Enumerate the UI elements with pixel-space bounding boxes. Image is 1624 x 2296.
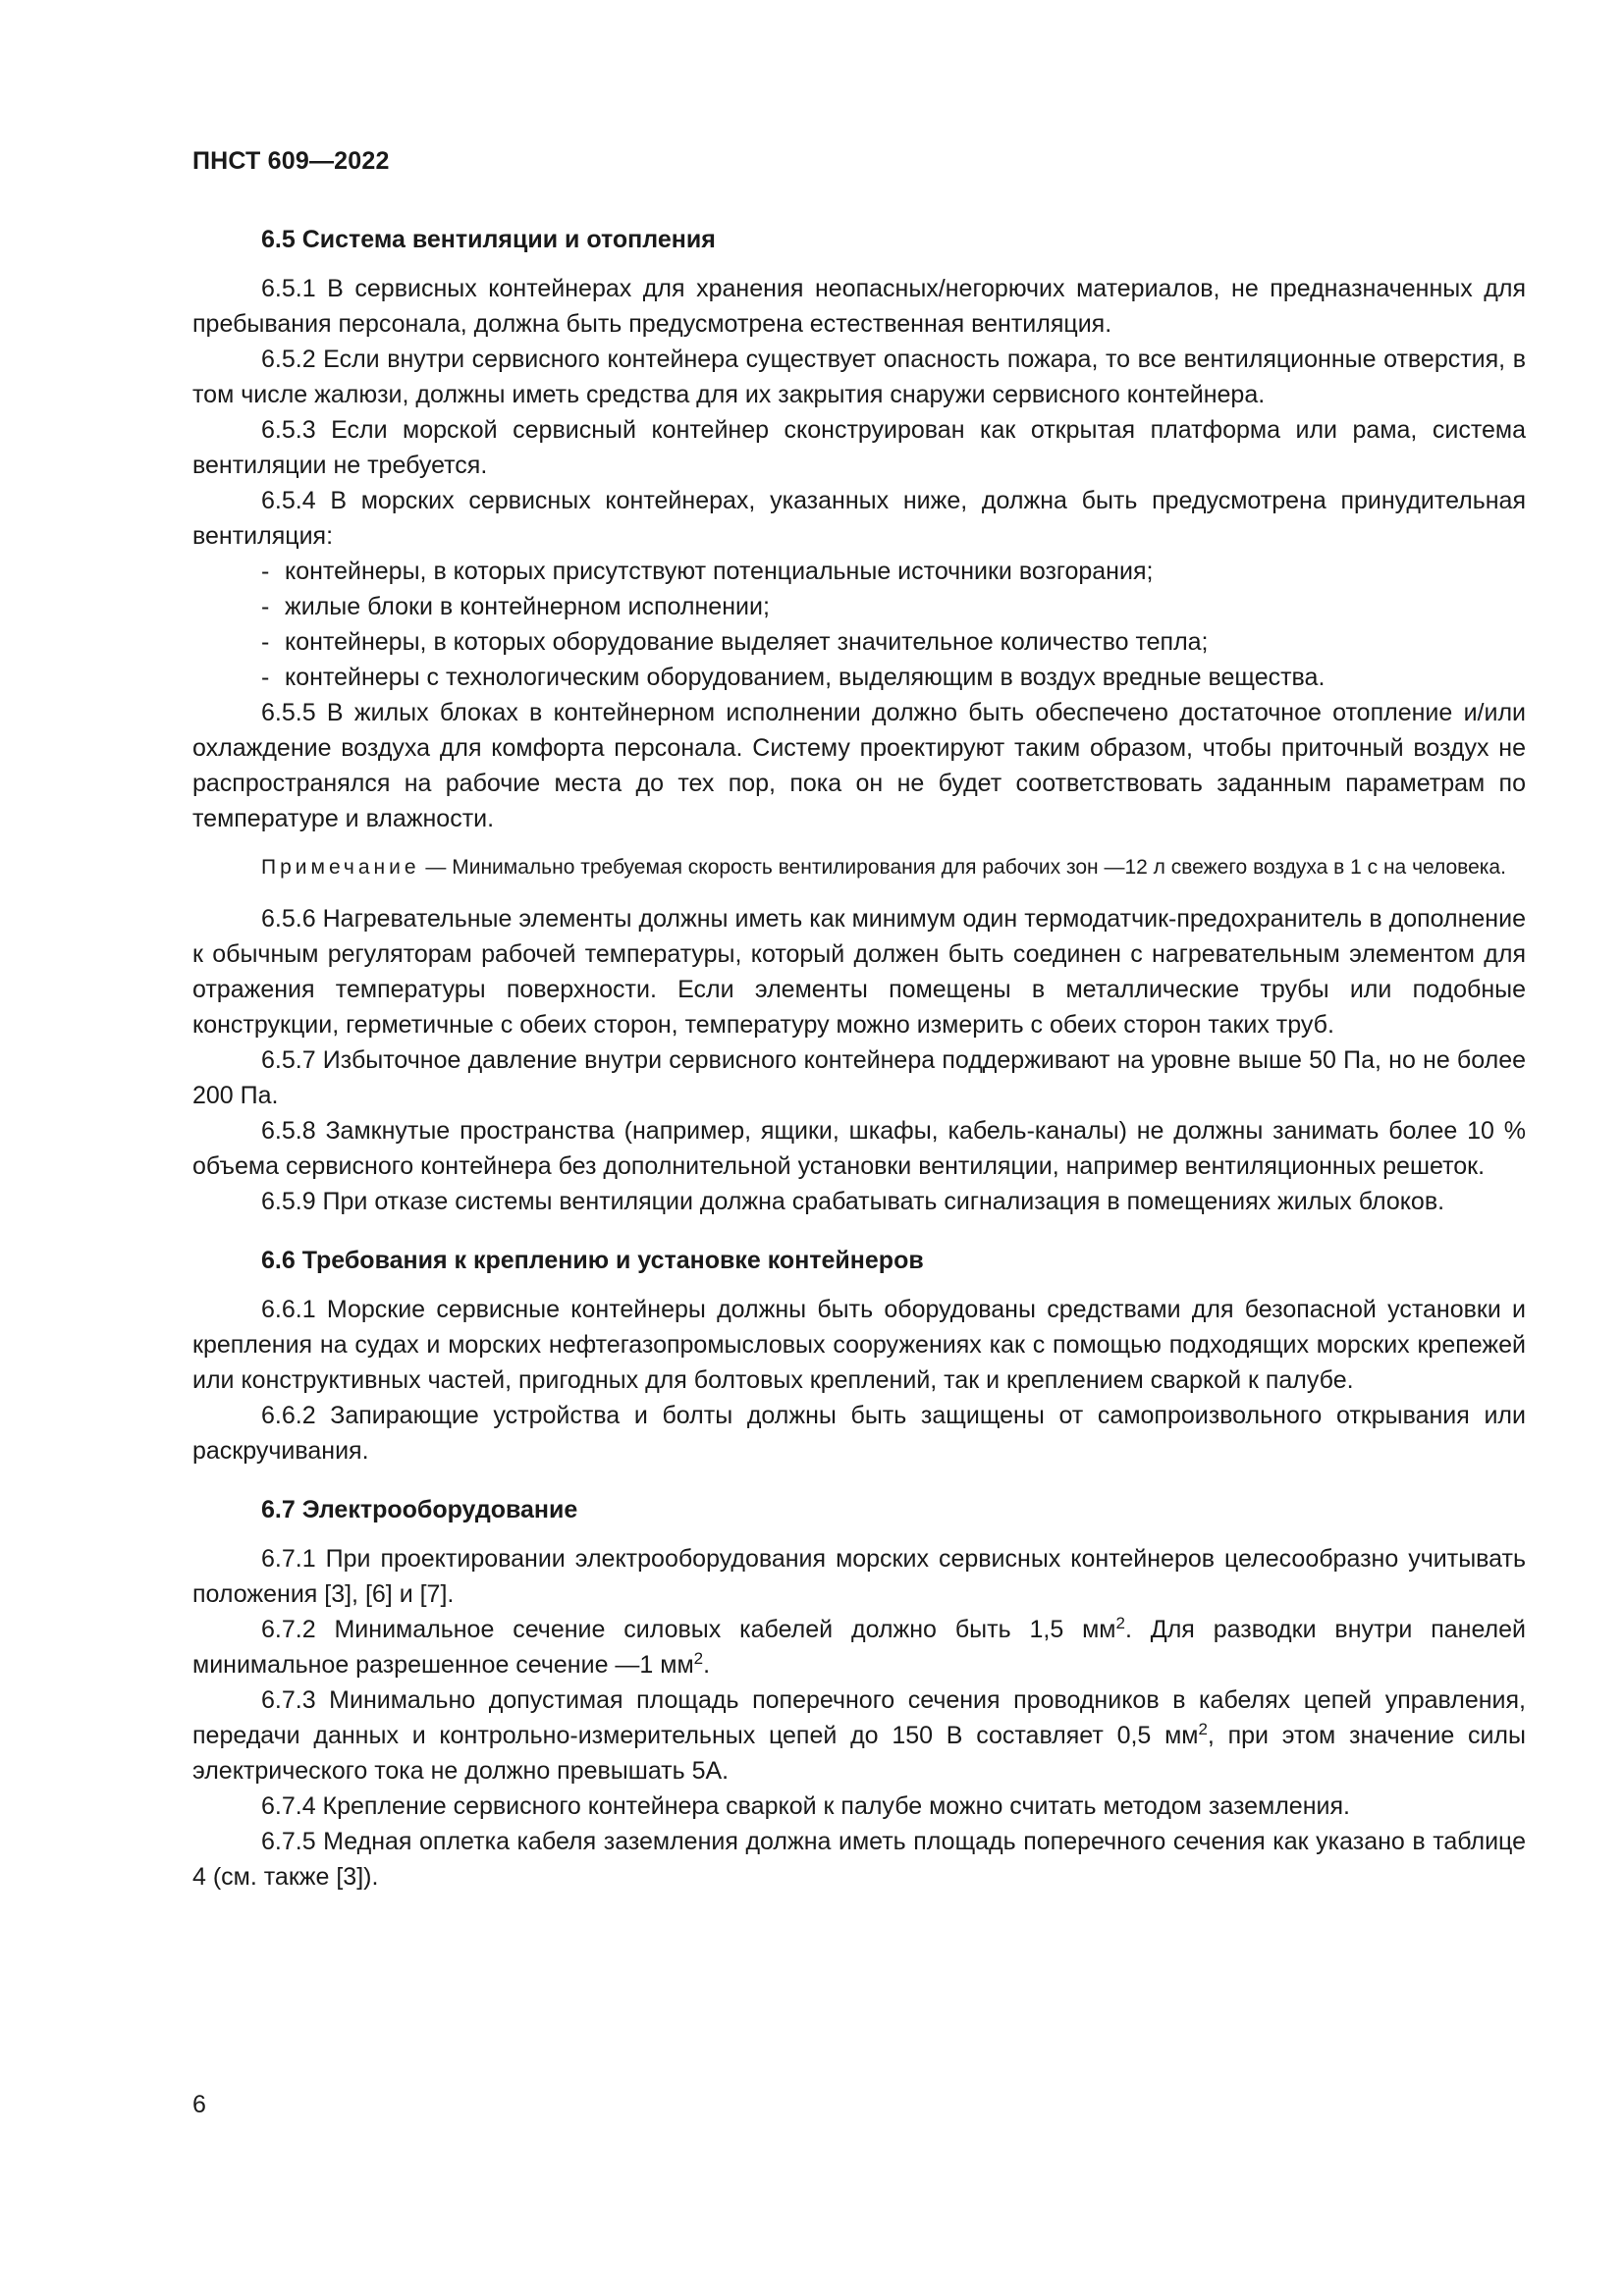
page-number: 6: [192, 2091, 206, 2118]
section-heading-6-7: 6.7 Электрооборудование: [261, 1496, 578, 1523]
superscript: 2: [1115, 1614, 1125, 1632]
document-id: ПНСТ 609—2022: [192, 147, 390, 175]
note: [192, 852, 1526, 883]
list-item-text: контейнеры, в которых оборудование выделяет значительное количество тепла;: [285, 628, 1209, 656]
superscript: 2: [693, 1649, 704, 1668]
paragraph-6-6-2: 6.6.2 Запирающие устройства и болты должны быть защищены от самопроизвольного открывания или раскручивания.: [192, 1402, 1526, 1465]
paragraph-6-6-1: 6.6.1 Морские сервисные контейнеры должны быть оборудованы средствами для безопасной установки и крепления на судах и морских нефтегазопромысловых сооружениях как с помощью подходящих морских крепежей или конструктивных частей, пригодных для болтовых креплений, так и креплением сваркой к палубе.: [192, 1296, 1526, 1394]
paragraph-6-5-1: 6.5.1 В сервисных контейнерах для хранения неопасных/негорючих материалов, не предназначенных для пребывания персонала, должна быть предусмотрена естественная вентиляция.: [192, 275, 1526, 338]
paragraph-text: .: [703, 1651, 711, 1679]
note-label: Примечание: [261, 856, 420, 879]
paragraph-text: 6.7.3 Минимально допустимая площадь поперечного сечения проводников в кабелях цепей управления, передачи данных и контрольно-измерительных цепей до 150 В составляет 0,5 мм: [192, 1686, 1526, 1749]
section-heading-6-5: 6.5 Система вентиляции и отопления: [261, 226, 716, 253]
list-item-text: контейнеры, в которых присутствуют потенциальные источники возгорания;: [285, 558, 1154, 585]
paragraph-6-5-4: 6.5.4 В морских сервисных контейнерах, указанных ниже, должна быть предусмотрена принудительная вентиляция:: [192, 487, 1526, 550]
paragraph-6-7-3: [192, 1682, 1526, 1789]
list-item: - контейнеры, в которых оборудование выделяет значительное количество тепла;: [261, 628, 1209, 656]
paragraph-6-5-8: 6.5.8 Замкнутые пространства (например, ящики, шкафы, кабель-каналы) не должны занимать более 10 % объема сервисного контейнера без дополнительной установки вентиляции, например вентиляционных решеток.: [192, 1117, 1526, 1180]
paragraph-text: 6.7.2 Минимальное сечение силовых кабелей должно быть 1,5 мм: [261, 1616, 1116, 1643]
paragraph-6-7-1: 6.7.1 При проектировании электрооборудования морских сервисных контейнеров целесообразно учитывать положения [3], [6] и [7].: [192, 1545, 1526, 1608]
paragraph-text: , при этом значение силы электрического тока не должно превышать 5А.: [192, 1722, 1526, 1785]
paragraph-6-5-5: 6.5.5 В жилых блоках в контейнерном исполнении должно быть обеспечено достаточное отопление и/или охлаждение воздуха для комфорта персонала. Систему проектируют таким образом, чтобы приточный воздух не распространялся на рабочие места до тех пор, пока он не будет соответствовать заданным параметрам по температуре и влажности.: [192, 699, 1526, 832]
paragraph-6-7-2: [192, 1612, 1526, 1682]
document-body: [192, 222, 1526, 1895]
paragraph-6-5-2: 6.5.2 Если внутри сервисного контейнера существует опасность пожара, то все вентиляционные отверстия, в том числе жалюзи, должны иметь средства для их закрытия снаружи сервисного контейнера.: [192, 346, 1526, 408]
paragraph-6-5-9: 6.5.9 При отказе системы вентиляции должна срабатывать сигнализация в помещениях жилых блоков.: [261, 1188, 1445, 1215]
paragraph-6-5-7: 6.5.7 Избыточное давление внутри сервисного контейнера поддерживают на уровне выше 50 Па, но не более 200 Па.: [192, 1046, 1526, 1109]
section-heading-6-6: 6.6 Требования к креплению и установке контейнеров: [261, 1247, 924, 1274]
list-item-text: контейнеры с технологическим оборудованием, выделяющим в воздух вредные вещества.: [285, 664, 1326, 691]
list-item: - контейнеры с технологическим оборудованием, выделяющим в воздух вредные вещества.: [261, 664, 1326, 691]
list-item: - жилые блоки в контейнерном исполнении;: [261, 593, 770, 620]
paragraph-6-5-3: 6.5.3 Если морской сервисный контейнер сконструирован как открытая платформа или рама, система вентиляции не требуется.: [192, 416, 1526, 479]
note-text: — Минимально требуемая скорость вентилирования для рабочих зон —12 л свежего воздуха в 1 с на человека.: [419, 856, 1506, 879]
paragraph-text: . Для разводки внутри панелей минимальное разрешенное сечение —1 мм: [192, 1616, 1526, 1679]
paragraph-6-7-4: 6.7.4 Крепление сервисного контейнера сваркой к палубе можно считать методом заземления.: [261, 1792, 1350, 1820]
paragraph-6-5-6: 6.5.6 Нагревательные элементы должны иметь как минимум один термодатчик-предохранитель в дополнение к обычным регуляторам рабочей температуры, который должен быть соединен с нагревательным элементом для отражения температуры поверхности. Если элементы помещены в металлические трубы или подобные конструкции, герметичные с обеих сторон, температуру можно измерить с обеих сторон таких труб.: [192, 905, 1526, 1039]
superscript: 2: [1198, 1720, 1208, 1738]
paragraph-6-7-5: 6.7.5 Медная оплетка кабеля заземления должна иметь площадь поперечного сечения как указано в таблице 4 (см. также [3]).: [192, 1828, 1526, 1891]
list-item: - контейнеры, в которых присутствуют потенциальные источники возгорания;: [261, 558, 1154, 585]
list-item-text: жилые блоки в контейнерном исполнении;: [285, 593, 770, 620]
